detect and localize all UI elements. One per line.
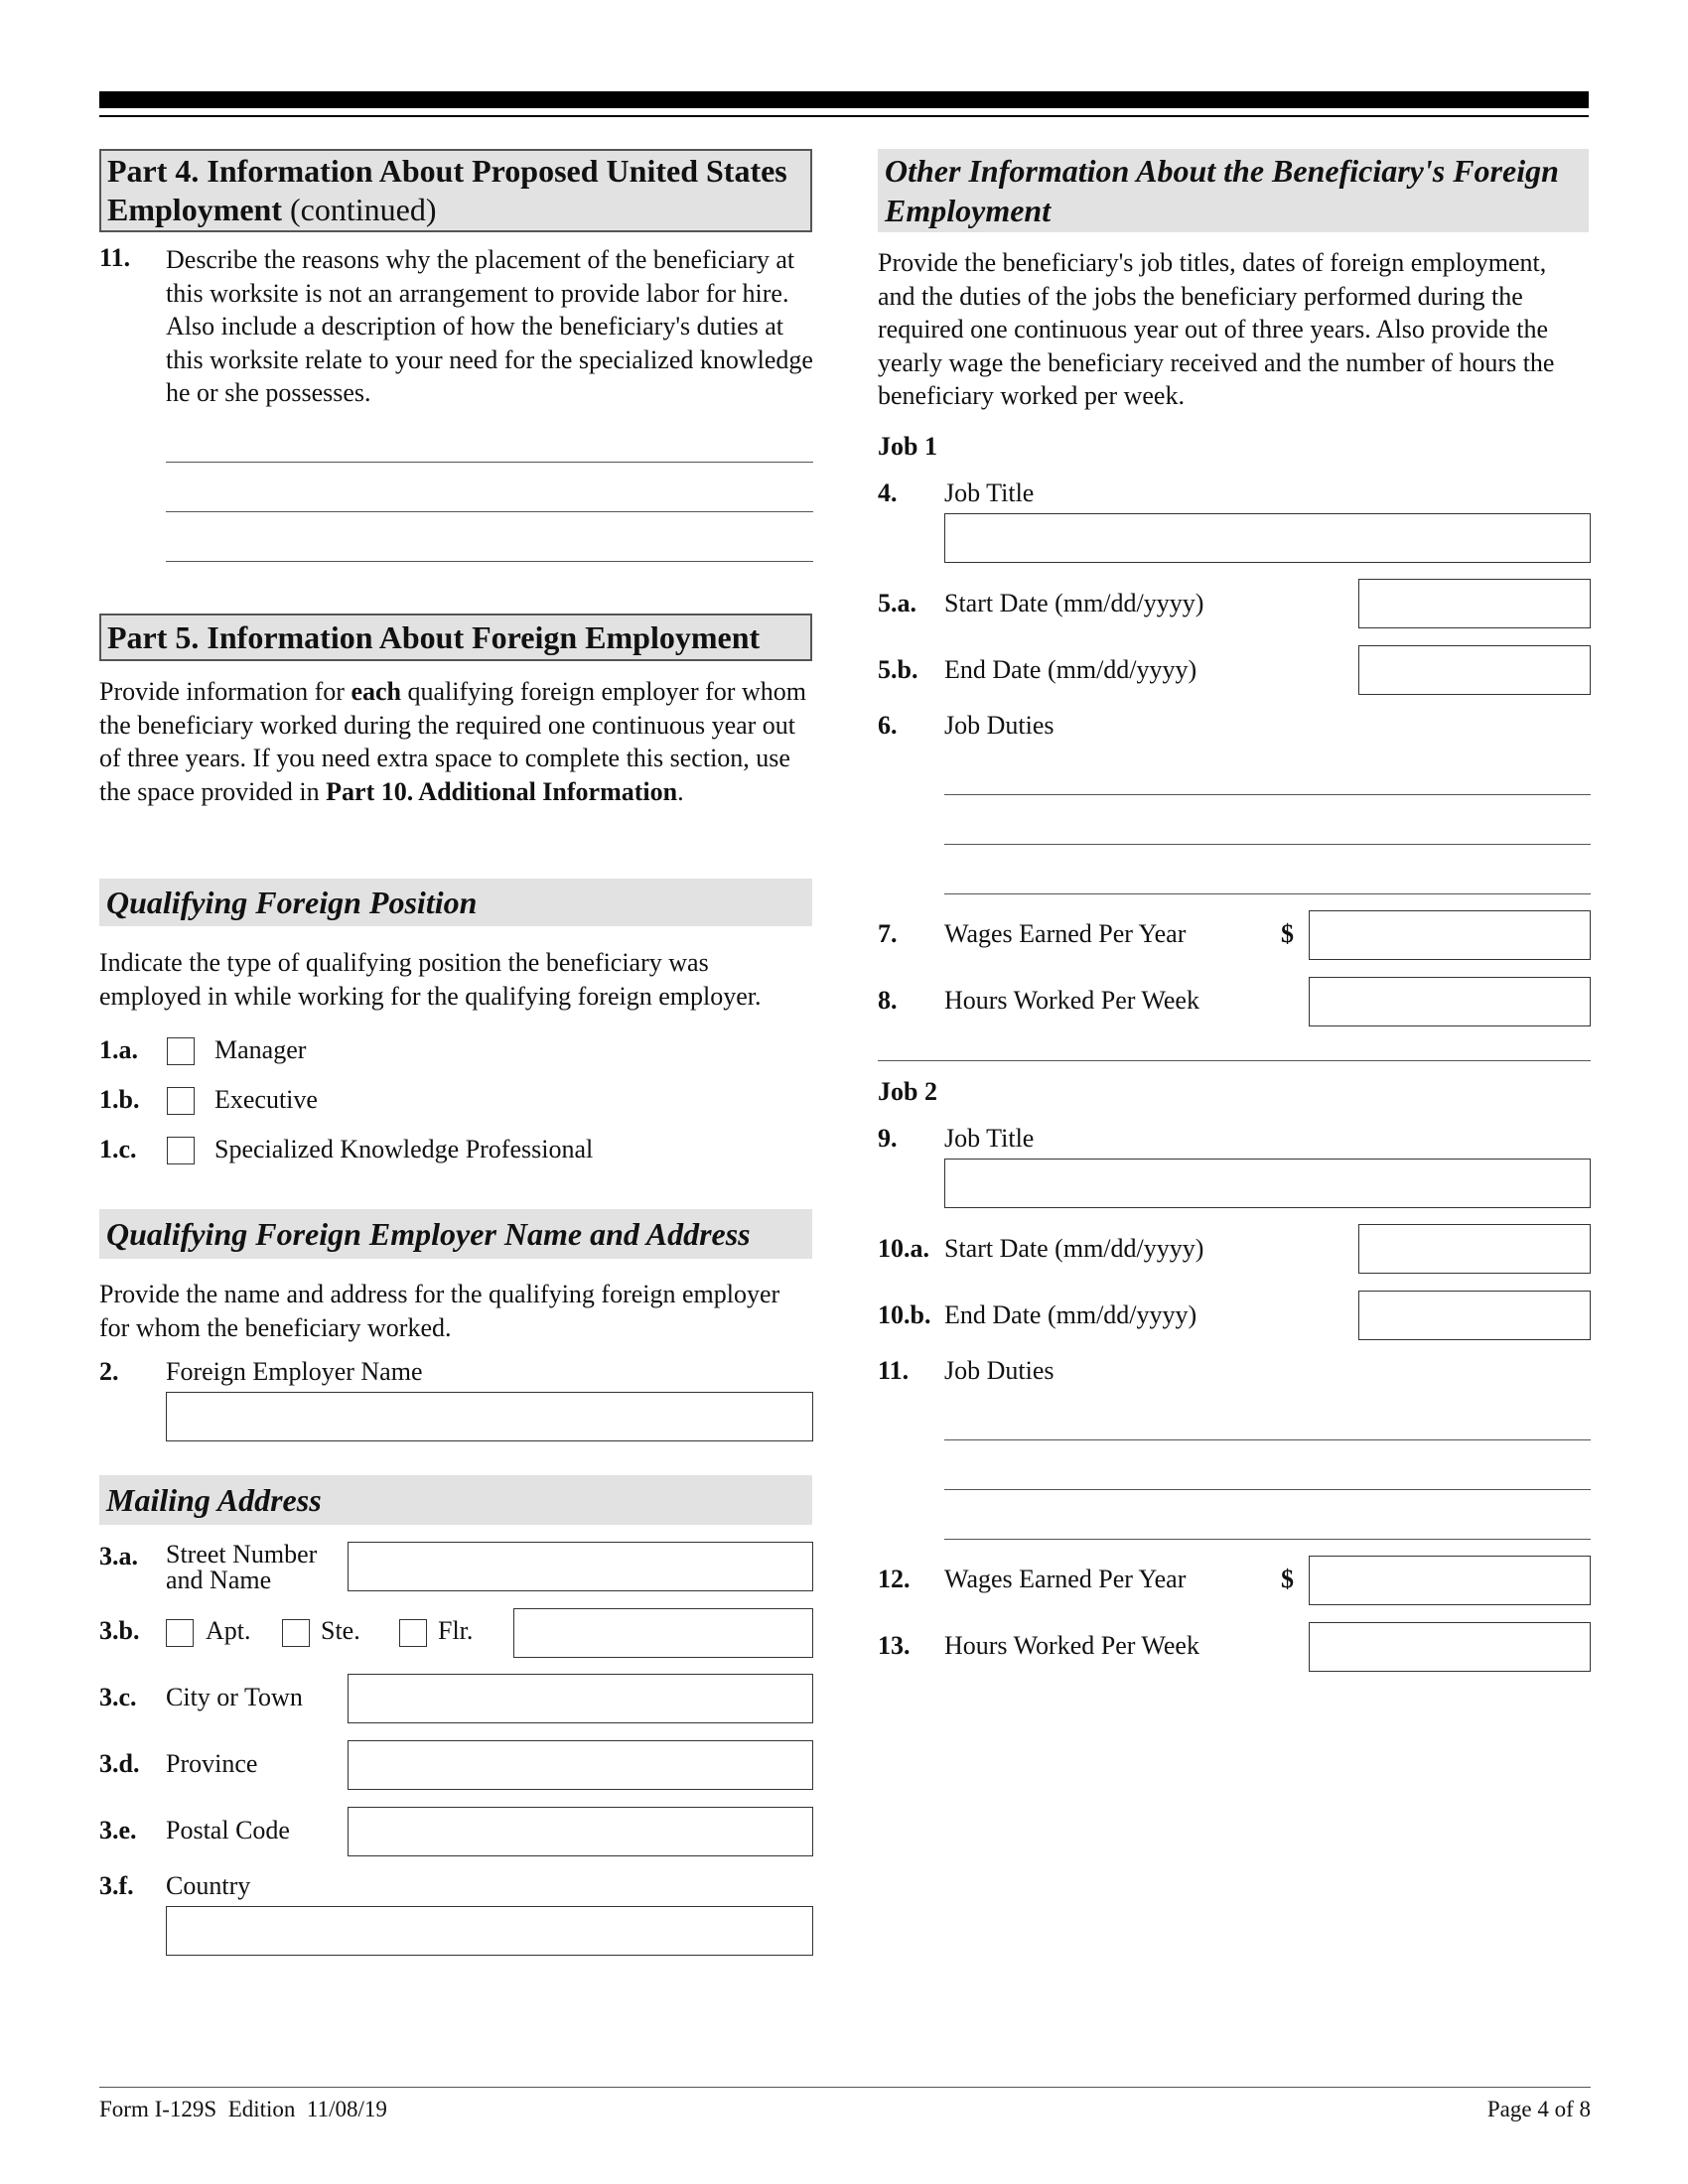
country-number: 3.f. [99,1871,134,1900]
top-rule-thick [99,91,1589,108]
part5-intro-a: Provide information for [99,677,352,706]
street-number: 3.a. [99,1542,138,1570]
job2-wages-input[interactable] [1309,1556,1591,1605]
country-label: Country [166,1871,251,1900]
option-1b-number: 1.b. [99,1085,140,1114]
flr-checkbox[interactable] [399,1619,427,1647]
part4-title: Part 4. Information About Proposed United States Employment [107,153,787,227]
job2-duties-line-3[interactable] [944,1539,1591,1540]
employer-header: Qualifying Foreign Employer Name and Address [99,1209,812,1259]
job1-heading: Job 1 [878,432,937,461]
job-divider [878,1060,1591,1061]
job1-start-number: 5.a. [878,589,916,617]
job2-hours-input[interactable] [1309,1622,1591,1672]
job1-duties-line-1[interactable] [944,794,1591,795]
specialized-knowledge-label: Specialized Knowledge Professional [214,1135,594,1163]
option-1c-number: 1.c. [99,1135,137,1163]
option-1a-number: 1.a. [99,1035,138,1064]
part5-header: Part 5. Information About Foreign Employment [99,614,812,661]
job2-end-label: End Date (mm/dd/yyyy) [944,1300,1197,1329]
job1-title-number: 4. [878,478,898,507]
job2-title-input[interactable] [944,1159,1591,1208]
job2-duties-number: 11. [878,1356,910,1385]
job1-dollar-sign: $ [1281,919,1294,948]
job2-wages-number: 12. [878,1565,911,1593]
item-11-number: 11. [99,243,131,272]
job1-wages-number: 7. [878,919,898,948]
manager-label: Manager [214,1035,307,1064]
job2-dollar-sign: $ [1281,1565,1294,1593]
ste-checkbox[interactable] [282,1619,310,1647]
city-label: City or Town [166,1683,303,1711]
job2-wages-label: Wages Earned Per Year [944,1565,1187,1593]
specialized-knowledge-checkbox[interactable] [167,1137,195,1164]
job1-start-input[interactable] [1358,579,1591,628]
employer-text: Provide the name and address for the qualifying foreign employer for whom the beneficiary worked. [99,1280,780,1342]
province-label: Province [166,1749,258,1778]
apt-label: Apt. [206,1616,251,1645]
part4-title-continued: (continued) [282,192,437,227]
executive-label: Executive [214,1085,318,1114]
job2-title-number: 9. [878,1124,898,1153]
job2-start-input[interactable] [1358,1224,1591,1274]
flr-label: Flr. [438,1616,474,1645]
job1-end-input[interactable] [1358,645,1591,695]
apt-checkbox[interactable] [166,1619,194,1647]
job1-duties-line-2[interactable] [944,844,1591,845]
footer-form-edition: Form I-129S Edition 11/08/19 [99,2097,387,2121]
city-input[interactable] [348,1674,813,1723]
postal-label: Postal Code [166,1816,290,1844]
item-11-answer-line-2[interactable] [166,511,813,512]
job1-duties-number: 6. [878,711,898,740]
job2-heading: Job 2 [878,1077,937,1106]
job1-title-input[interactable] [944,513,1591,563]
job1-hours-label: Hours Worked Per Week [944,986,1199,1015]
job2-start-number: 10.a. [878,1234,929,1263]
province-number: 3.d. [99,1749,140,1778]
top-rule-thin [99,115,1589,117]
job2-title-label: Job Title [944,1124,1035,1153]
country-input[interactable] [166,1906,813,1956]
job2-duties-line-2[interactable] [944,1489,1591,1490]
part5-intro-ref: Part 10. Additional Information [326,776,678,806]
job1-hours-number: 8. [878,986,898,1015]
job1-wages-label: Wages Earned Per Year [944,919,1187,948]
other-info-text: Provide the beneficiary's job titles, dates of foreign employment, and the duties of the jobs the beneficiary performed during the required one continuous year out of three years. Also provide the yearly wage the beneficiary received and the number of hours the beneficiary worked per week. [878,248,1555,410]
other-info-header: Other Information About the Beneficiary's Foreign Employment [878,149,1589,232]
item-11-answer-line-1[interactable] [166,462,813,463]
job1-wages-input[interactable] [1309,910,1591,960]
job1-duties-label: Job Duties [944,711,1055,740]
part5-intro [99,675,814,808]
part4-header [99,149,812,232]
employer-name-number: 2. [99,1357,119,1386]
job2-hours-number: 13. [878,1631,911,1660]
ste-label: Ste. [321,1616,360,1645]
part5-intro-end: . [677,776,684,806]
position-text: Indicate the type of qualifying position the beneficiary was employed in while working for the qualifying foreign employer. [99,948,762,1011]
job2-hours-label: Hours Worked Per Week [944,1631,1199,1660]
street-input[interactable] [348,1542,813,1591]
job1-end-label: End Date (mm/dd/yyyy) [944,655,1197,684]
postal-number: 3.e. [99,1816,137,1844]
job1-title-label: Job Title [944,478,1035,507]
unit-number: 3.b. [99,1616,140,1645]
mailing-header: Mailing Address [99,1475,812,1525]
manager-checkbox[interactable] [167,1037,195,1065]
footer-page-number: Page 4 of 8 [1486,2097,1591,2121]
job1-end-number: 5.b. [878,655,918,684]
job2-duties-line-1[interactable] [944,1439,1591,1440]
job1-start-label: Start Date (mm/dd/yyyy) [944,589,1204,617]
executive-checkbox[interactable] [167,1087,195,1115]
job1-hours-input[interactable] [1309,977,1591,1026]
employer-name-label: Foreign Employer Name [166,1357,423,1386]
job2-start-label: Start Date (mm/dd/yyyy) [944,1234,1204,1263]
job2-end-input[interactable] [1358,1291,1591,1340]
part5-intro-b: qualifying foreign employer for whom the beneficiary worked during the required one continuous year out of three years. If you need extra space to complete this section, use the space provided in [99,677,806,806]
item-11-answer-line-3[interactable] [166,561,813,562]
job1-duties-line-3[interactable] [944,893,1591,894]
footer-rule [99,2087,1591,2088]
city-number: 3.c. [99,1683,137,1711]
part5-intro-each: each [351,677,401,706]
employer-name-input[interactable] [166,1392,813,1441]
unit-input[interactable] [513,1608,813,1658]
job2-duties-label: Job Duties [944,1356,1055,1385]
item-11-text: Describe the reasons why the placement of the beneficiary at this worksite is not an arrangement to provide labor for hire. Also include a description of how the beneficiary's duties at this worksite relate to your need for the specialized knowledge he or she possesses. [166,245,813,407]
province-input[interactable] [348,1740,813,1790]
postal-input[interactable] [348,1807,813,1856]
street-label: Street Number and Name [166,1540,318,1594]
position-header: Qualifying Foreign Position [99,879,812,926]
job2-end-number: 10.b. [878,1300,931,1329]
